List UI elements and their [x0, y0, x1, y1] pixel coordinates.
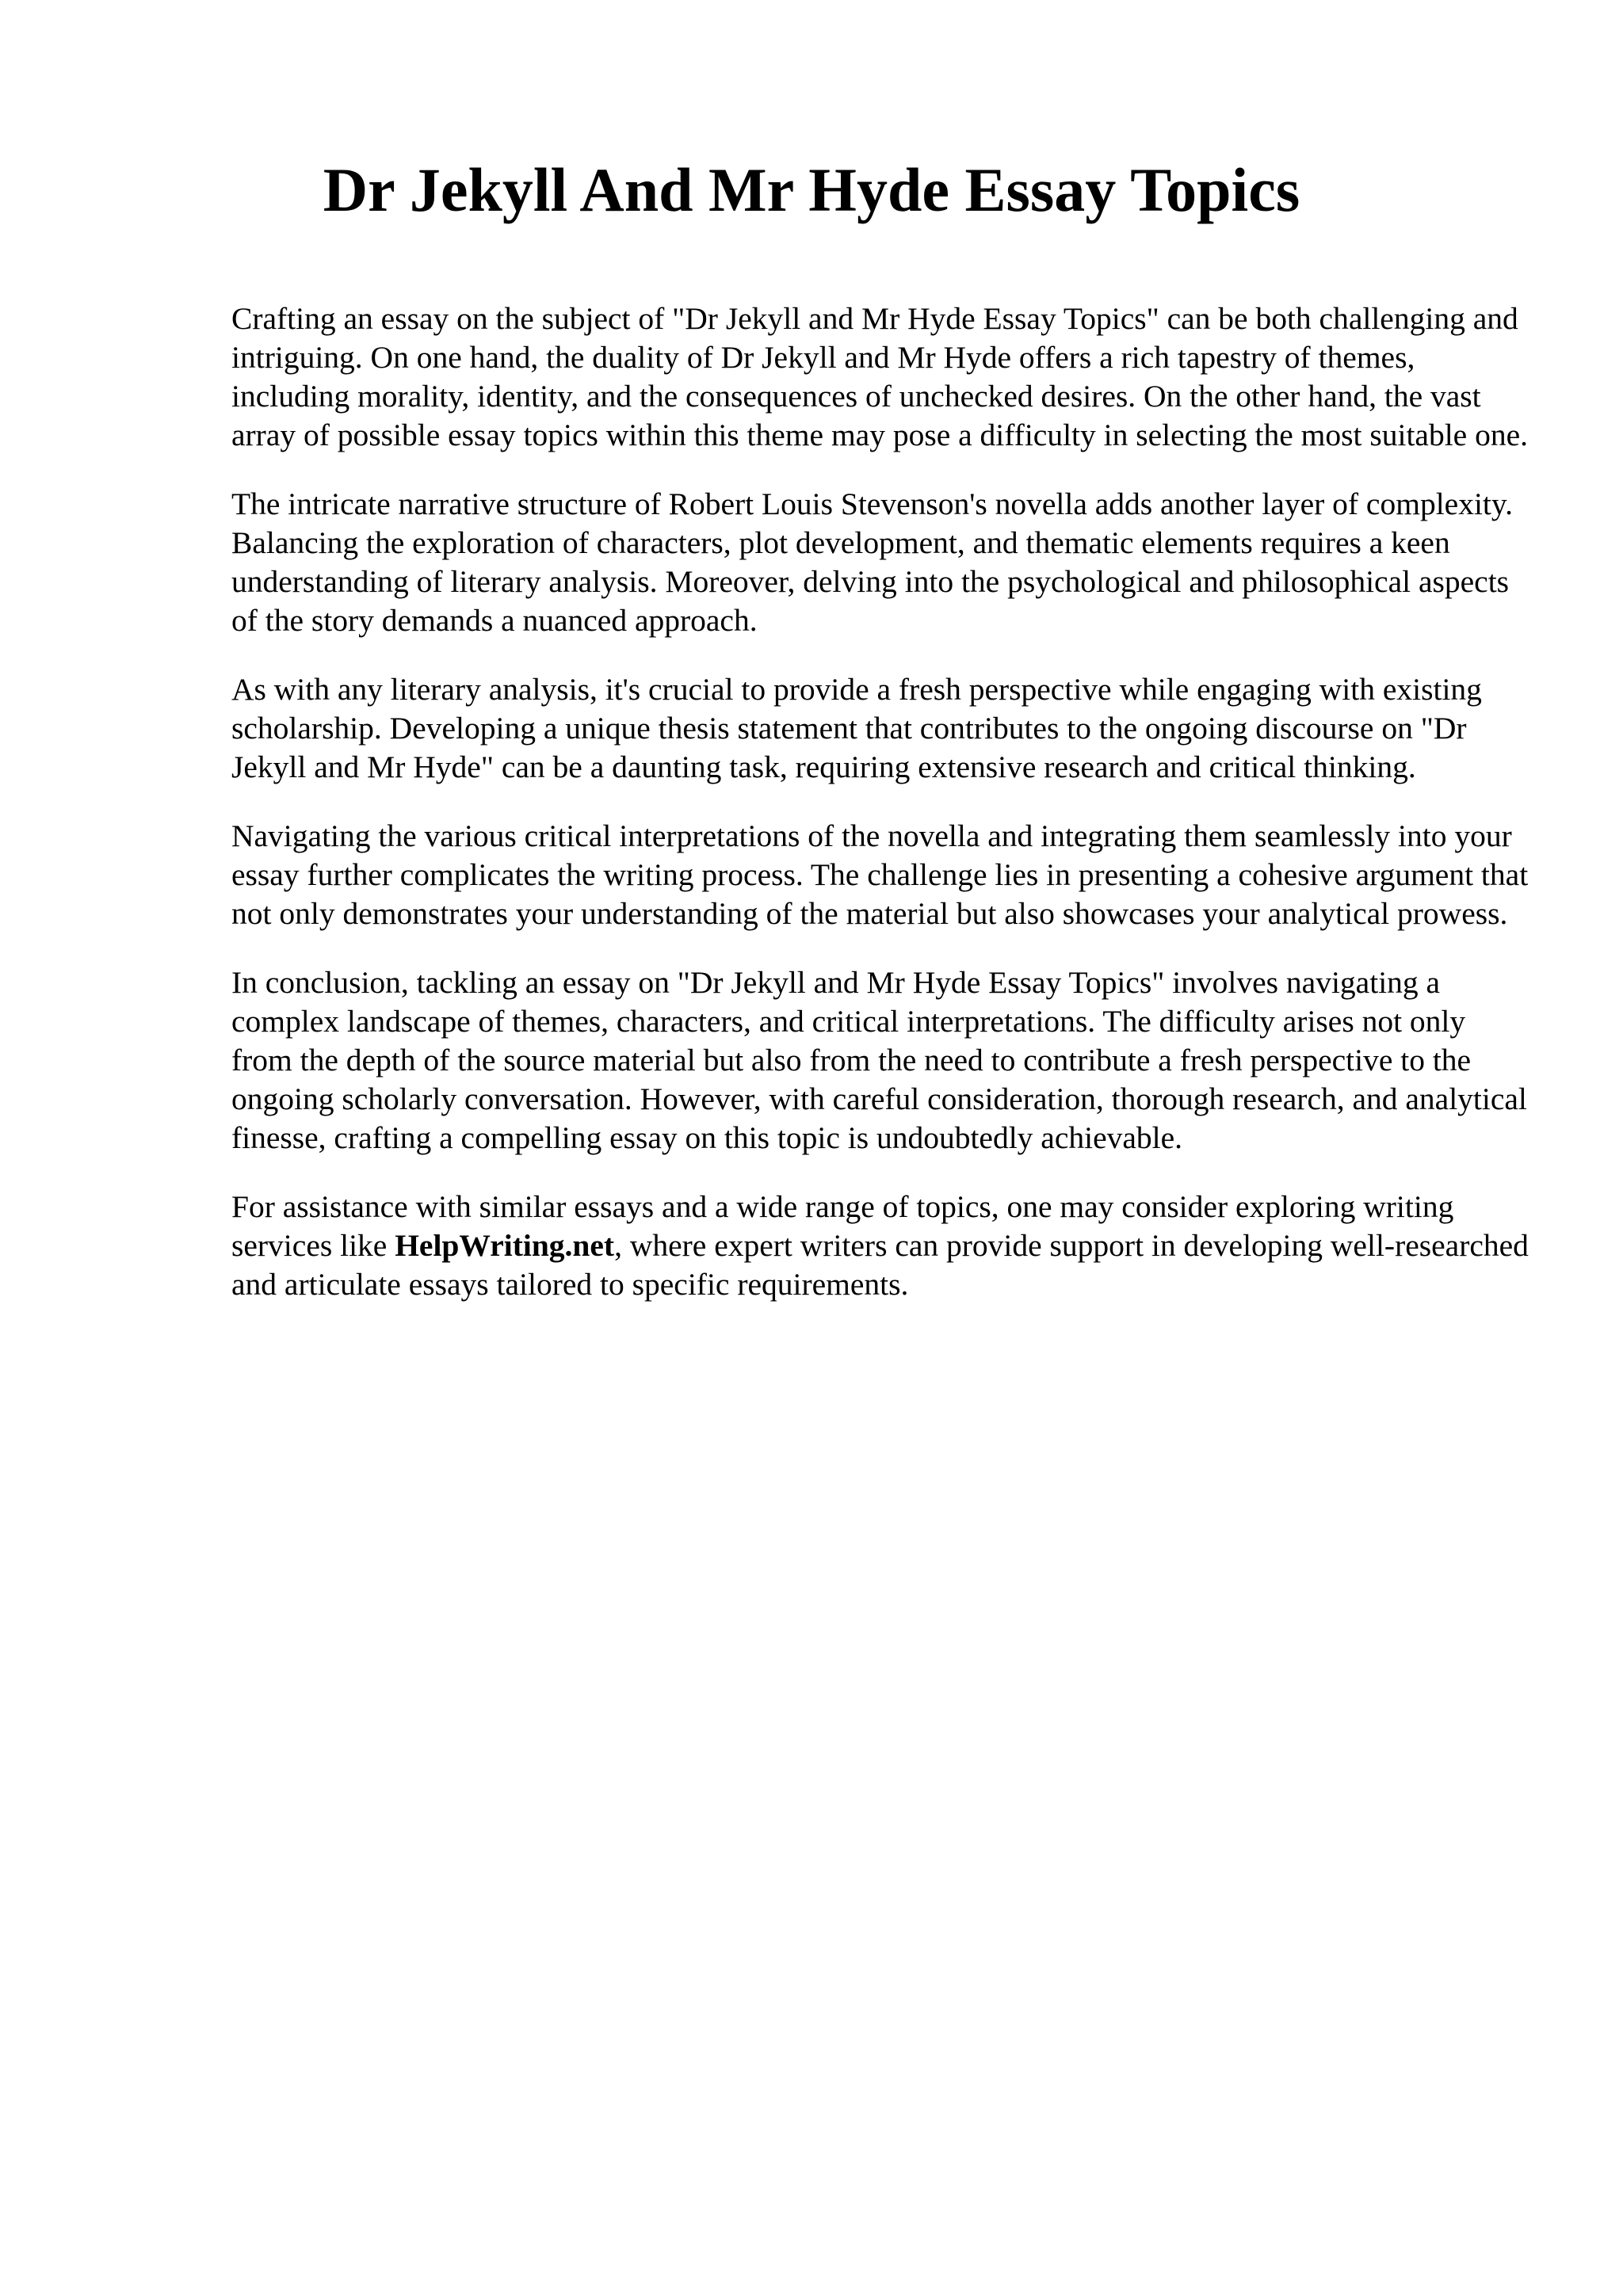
- paragraph-4: Navigating the various critical interpretations of the novella and integrating them seamlessly into your essay further complicates the writing process. The challenge lies in presenting a cohesive argument that not only demonstrates your understanding of the material but also showcases your analytical prowess.: [231, 818, 1529, 931]
- paragraph-1: Crafting an essay on the subject of "Dr Jekyll and Mr Hyde Essay Topics" can be both challenging and intriguing. On one hand, the duality of Dr Jekyll and Mr Hyde offers a rich tapestry of themes, including morality, identity, and the consequences of unchecked desires. On the other hand, the vast array of possible essay topics within this theme may pose a difficulty in selecting the most suitable one.: [231, 301, 1528, 452]
- brand-name: HelpWriting.net: [395, 1228, 615, 1263]
- closing-text-before: For assistance with similar essays and a wide range of topics, one may consider exploring writing services like: [231, 1189, 1454, 1263]
- closing-text-after: , where expert writers can provide support in developing well-researched and articulate essays tailored to specific requirements.: [231, 1228, 1529, 1302]
- paragraph-2: The intricate narrative structure of Robert Louis Stevenson's novella adds another layer of complexity. Balancing the exploration of characters, plot development, and thematic elements requires a keen understanding of literary analysis. Moreover, delving into the psychological and philosophical aspects of the story demands a nuanced approach.: [231, 486, 1513, 638]
- essay-body: [231, 299, 1531, 1334]
- paragraph-3: As with any literary analysis, it's crucial to provide a fresh perspective while engaging with existing scholarship. Developing a unique thesis statement that contributes to the ongoing discourse on "Dr Jekyll and Mr Hyde" can be a daunting task, requiring extensive research and critical thinking.: [231, 672, 1482, 784]
- paragraph-5: In conclusion, tackling an essay on "Dr Jekyll and Mr Hyde Essay Topics" involves navigating a complex landscape of themes, characters, and critical interpretations. The difficulty arises not only from the depth of the source material but also from the need to contribute a fresh perspective to the ongoing scholarly conversation. However, with careful consideration, thorough research, and analytical finesse, crafting a compelling essay on this topic is undoubtedly achievable.: [231, 965, 1527, 1155]
- closing-paragraph: [231, 1188, 1531, 1304]
- page-title: Dr Jekyll And Mr Hyde Essay Topics: [323, 155, 1300, 224]
